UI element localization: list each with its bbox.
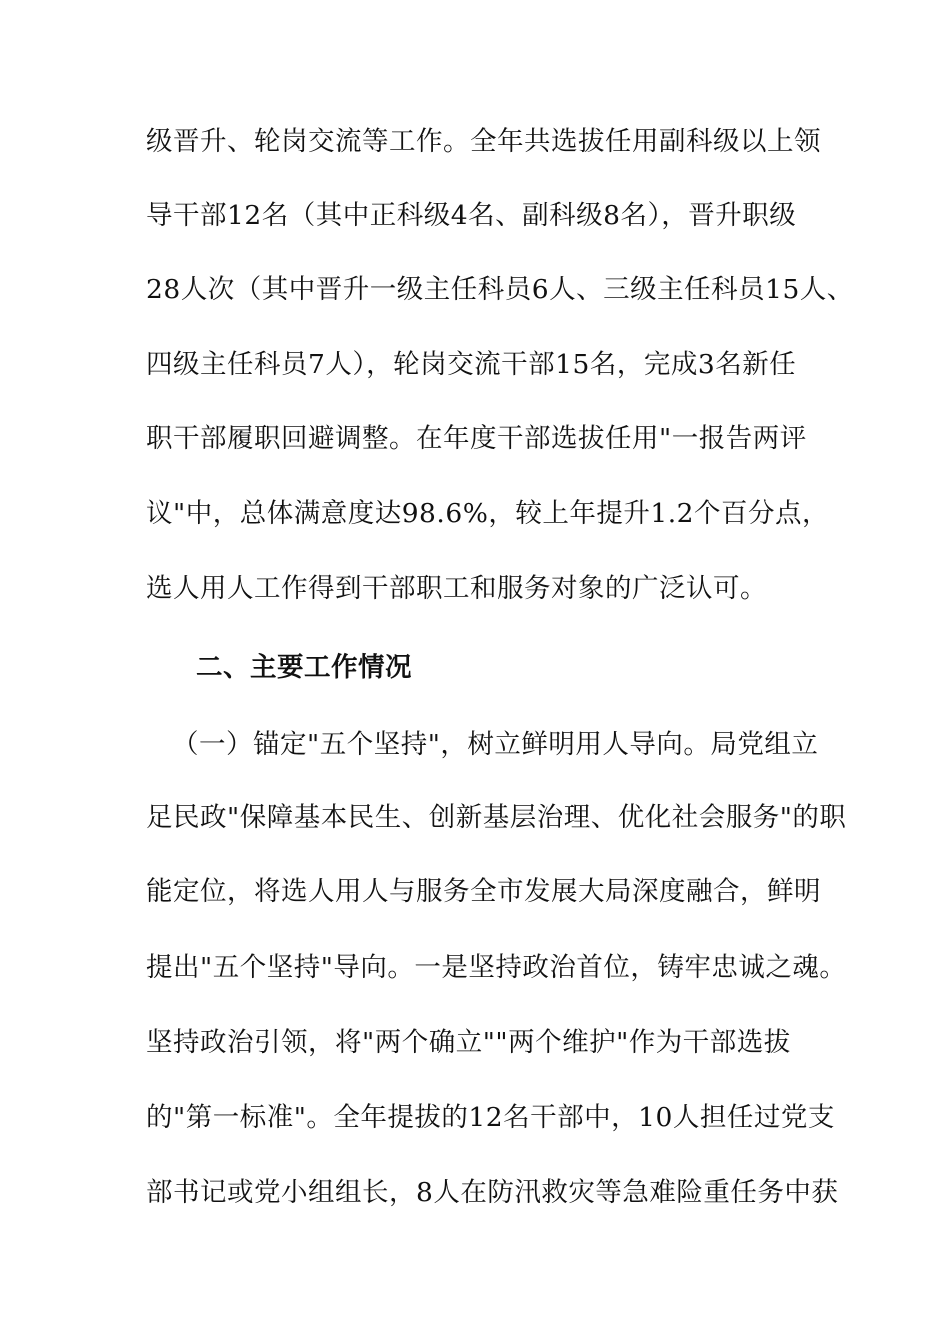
- paragraph-line: 能定位，将选人用人与服务全市发展大局深度融合，鲜明: [146, 876, 821, 907]
- paragraph-line: （一）锚定"五个坚持"，树立鲜明用人导向。局党组立: [172, 729, 819, 760]
- section-heading: 二、主要工作情况: [196, 652, 412, 683]
- paragraph-line: 的"第一标准"。全年提拔的12名干部中，10人担任过党支: [146, 1102, 835, 1133]
- paragraph-line: 级晋升、轮岗交流等工作。全年共选拔任用副科级以上领: [146, 126, 821, 157]
- paragraph-line: 议"中，总体满意度达98.6%，较上年提升1.2个百分点，: [146, 498, 830, 529]
- paragraph-line: 四级主任科员7人），轮岗交流干部15名，完成3名新任: [146, 349, 797, 380]
- paragraph-line: 坚持政治引领，将"两个确立""两个维护"作为干部选拔: [146, 1027, 791, 1058]
- paragraph-line: 提出"五个坚持"导向。一是坚持政治首位，铸牢忠诚之魂。: [146, 952, 847, 983]
- paragraph-line: 部书记或党小组组长，8人在防汛救灾等急难险重任务中获: [146, 1177, 839, 1208]
- paragraph-line: 职干部履职回避调整。在年度干部选拔任用"一报告两评: [146, 423, 807, 454]
- paragraph-line: 选人用人工作得到干部职工和服务对象的广泛认可。: [146, 573, 767, 604]
- paragraph-line: 导干部12名（其中正科级4名、副科级8名），晋升职级: [146, 200, 797, 231]
- paragraph-line: 28人次（其中晋升一级主任科员6人、三级主任科员15人、: [146, 274, 854, 305]
- paragraph-line: 足民政"保障基本民生、创新基层治理、优化社会服务"的职: [146, 802, 847, 833]
